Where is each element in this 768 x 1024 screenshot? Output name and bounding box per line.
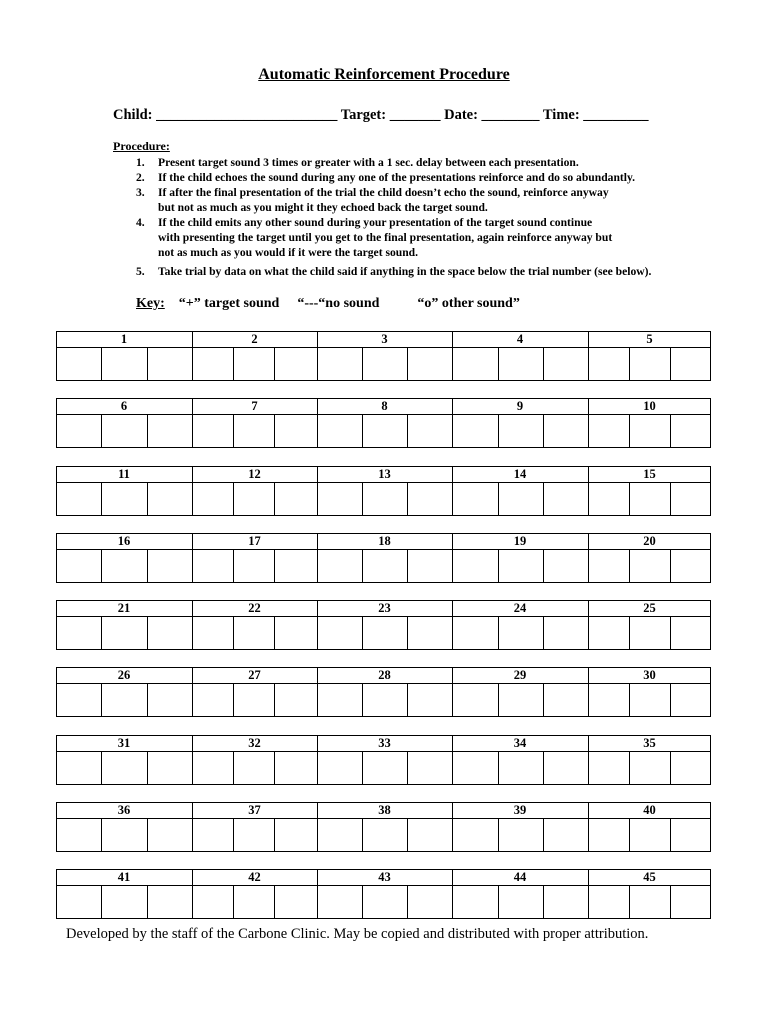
response-cell[interactable]: [317, 414, 362, 448]
trial-number: 21: [117, 601, 131, 615]
response-cell[interactable]: [543, 347, 588, 381]
trial-number: 16: [117, 534, 131, 548]
procedure-step: [136, 264, 718, 279]
response-cell[interactable]: [498, 885, 543, 919]
trial-number: 37: [248, 803, 261, 817]
response-cell[interactable]: [543, 818, 588, 852]
key-no-sound: “---“no sound: [297, 296, 380, 311]
page-title: Automatic Reinforcement Procedure: [258, 66, 510, 83]
response-cell[interactable]: [588, 616, 629, 650]
response-cell[interactable]: [407, 482, 452, 516]
response-cell[interactable]: [670, 751, 711, 785]
trial-number: 27: [248, 668, 261, 682]
response-cell[interactable]: [233, 751, 274, 785]
trial-number: 13: [378, 467, 391, 481]
response-cell[interactable]: [670, 414, 711, 448]
response-cell[interactable]: [452, 885, 498, 919]
response-cell[interactable]: [192, 751, 233, 785]
response-cell[interactable]: [362, 818, 407, 852]
response-cell[interactable]: [629, 347, 670, 381]
response-cell[interactable]: [101, 751, 147, 785]
response-cell[interactable]: [147, 885, 192, 919]
trial-number: 1: [120, 332, 128, 346]
trial-number: 39: [513, 803, 527, 817]
response-cell[interactable]: [362, 683, 407, 717]
procedure-step: [136, 185, 718, 215]
trial-grid: [56, 533, 711, 583]
step-number: 1.: [136, 156, 145, 169]
trial-number: 30: [643, 668, 656, 682]
response-cell[interactable]: [588, 549, 629, 583]
procedure-step: [136, 215, 718, 260]
response-cell[interactable]: [274, 482, 317, 516]
response-cell[interactable]: [233, 683, 274, 717]
response-cell[interactable]: [362, 885, 407, 919]
response-cell[interactable]: [147, 414, 192, 448]
response-cell[interactable]: [670, 482, 711, 516]
response-cell[interactable]: [452, 347, 498, 381]
response-cell[interactable]: [629, 818, 670, 852]
response-cell[interactable]: [629, 885, 670, 919]
response-cell[interactable]: [670, 616, 711, 650]
response-cell[interactable]: [362, 482, 407, 516]
trial-number: 38: [378, 803, 391, 817]
step-text: with presenting the target until you get to the final presentation, again reinforce anyway but: [158, 231, 613, 244]
response-cell[interactable]: [498, 549, 543, 583]
response-cell[interactable]: [629, 482, 670, 516]
step-text: Take trial by data on what the child said if anything in the space below the trial number (see below).: [158, 265, 652, 278]
response-cell[interactable]: [498, 818, 543, 852]
response-cell[interactable]: [407, 818, 452, 852]
response-cell[interactable]: [407, 616, 452, 650]
response-cell[interactable]: [407, 751, 452, 785]
key-target-sound: “+” target sound: [178, 296, 280, 311]
trial-number: 35: [643, 736, 656, 750]
response-cell[interactable]: [543, 751, 588, 785]
response-cell[interactable]: [588, 683, 629, 717]
footer-attribution: Developed by the staff of the Carbone Clinic. May be copied and distributed with proper attribution.: [66, 926, 649, 942]
response-cell[interactable]: [101, 482, 147, 516]
response-cell[interactable]: [274, 616, 317, 650]
step-text: If the child echoes the sound during any one of the presentations reinforce and do so abundantly.: [158, 171, 636, 184]
response-cell[interactable]: [452, 683, 498, 717]
step-text: not as much as you would if it were the target sound.: [158, 246, 419, 259]
response-cell[interactable]: [452, 482, 498, 516]
response-cell[interactable]: [56, 885, 101, 919]
step-text: If after the final presentation of the trial the child doesn’t echo the sound, reinforce anyway: [158, 186, 609, 199]
response-cell[interactable]: [317, 683, 362, 717]
response-cell[interactable]: [233, 347, 274, 381]
response-cell[interactable]: [317, 885, 362, 919]
trial-number: 10: [643, 399, 656, 413]
response-cell[interactable]: [543, 616, 588, 650]
response-cell[interactable]: [192, 683, 233, 717]
response-cell[interactable]: [670, 549, 711, 583]
response-cell[interactable]: [56, 414, 101, 448]
step-number: 4.: [136, 216, 145, 229]
trial-number: 7: [251, 399, 258, 413]
response-cell[interactable]: [588, 414, 629, 448]
trial-number: 12: [248, 467, 261, 481]
response-cell[interactable]: [452, 616, 498, 650]
response-cell[interactable]: [317, 751, 362, 785]
trial-number: 36: [117, 803, 131, 817]
key-other-sound: “o” other sound”: [417, 296, 520, 311]
response-cell[interactable]: [670, 818, 711, 852]
header-fields: Child: _________________________ Target: _______ Date: ________ Time: _________: [113, 107, 649, 123]
response-cell[interactable]: [274, 414, 317, 448]
response-cell[interactable]: [101, 616, 147, 650]
response-cell[interactable]: [192, 818, 233, 852]
trial-number: 31: [117, 736, 131, 750]
response-cell[interactable]: [317, 482, 362, 516]
trial-number: 33: [378, 736, 391, 750]
response-cell[interactable]: [147, 482, 192, 516]
response-cell[interactable]: [56, 616, 101, 650]
trial-number: 26: [117, 668, 131, 682]
response-cell[interactable]: [498, 414, 543, 448]
trial-number: 19: [513, 534, 527, 548]
response-cell[interactable]: [101, 683, 147, 717]
response-cell[interactable]: [670, 683, 711, 717]
trial-grid: [56, 802, 711, 852]
response-cell[interactable]: [274, 751, 317, 785]
response-cell[interactable]: [192, 885, 233, 919]
trial-number: 44: [513, 870, 527, 884]
trial-number: 3: [381, 332, 388, 346]
procedure-step: [136, 170, 718, 185]
response-cell[interactable]: [192, 549, 233, 583]
response-cell[interactable]: [629, 751, 670, 785]
trial-number: 24: [513, 601, 527, 615]
response-cell[interactable]: [56, 683, 101, 717]
step-number: 3.: [136, 186, 145, 199]
response-cell[interactable]: [233, 818, 274, 852]
response-cell[interactable]: [56, 482, 101, 516]
response-cell[interactable]: [362, 616, 407, 650]
step-text: If the child emits any other sound during your presentation of the target sound continue: [158, 216, 593, 229]
key-legend: [136, 296, 520, 312]
trial-number: 9: [516, 399, 524, 413]
response-cell[interactable]: [588, 347, 629, 381]
response-cell[interactable]: [543, 414, 588, 448]
response-cell[interactable]: [192, 414, 233, 448]
trial-number: 23: [378, 601, 391, 615]
response-cell[interactable]: [274, 818, 317, 852]
trial-number: 5: [646, 332, 653, 346]
trial-number: 2: [251, 332, 258, 346]
response-cell[interactable]: [147, 683, 192, 717]
key-label: Key:: [136, 296, 165, 311]
response-cell[interactable]: [407, 885, 452, 919]
trial-number: 40: [643, 803, 656, 817]
trial-grid: [56, 735, 711, 785]
step-number: 2.: [136, 171, 145, 184]
trial-number: 43: [378, 870, 391, 884]
response-cell[interactable]: [452, 818, 498, 852]
response-cell[interactable]: [407, 414, 452, 448]
response-cell[interactable]: [452, 549, 498, 583]
response-cell[interactable]: [452, 751, 498, 785]
response-cell[interactable]: [56, 549, 101, 583]
response-cell[interactable]: [147, 818, 192, 852]
trial-number: 32: [248, 736, 261, 750]
response-cell[interactable]: [670, 885, 711, 919]
response-cell[interactable]: [407, 683, 452, 717]
trial-grid: [56, 466, 711, 516]
response-cell[interactable]: [362, 549, 407, 583]
response-cell[interactable]: [670, 347, 711, 381]
response-cell[interactable]: [147, 549, 192, 583]
trial-number: 8: [381, 399, 388, 413]
response-cell[interactable]: [274, 549, 317, 583]
response-cell[interactable]: [147, 616, 192, 650]
response-cell[interactable]: [147, 347, 192, 381]
response-cell[interactable]: [588, 885, 629, 919]
response-cell[interactable]: [233, 482, 274, 516]
trial-grid: [56, 398, 711, 448]
response-cell[interactable]: [233, 885, 274, 919]
trial-number: 20: [643, 534, 656, 548]
response-cell[interactable]: [233, 616, 274, 650]
response-cell[interactable]: [56, 347, 101, 381]
trial-number: 6: [120, 399, 128, 413]
trial-number: 14: [513, 467, 527, 481]
response-cell[interactable]: [233, 549, 274, 583]
response-cell[interactable]: [362, 414, 407, 448]
response-cell[interactable]: [407, 549, 452, 583]
response-cell[interactable]: [101, 885, 147, 919]
trial-number: 34: [513, 736, 527, 750]
response-cell[interactable]: [317, 818, 362, 852]
trial-grid: [56, 869, 711, 919]
response-cell[interactable]: [543, 885, 588, 919]
response-cell[interactable]: [629, 549, 670, 583]
response-cell[interactable]: [498, 616, 543, 650]
response-cell[interactable]: [498, 347, 543, 381]
response-cell[interactable]: [629, 414, 670, 448]
step-number: 5.: [136, 265, 145, 278]
trial-grid: [56, 600, 711, 650]
response-cell[interactable]: [192, 616, 233, 650]
response-cell[interactable]: [274, 347, 317, 381]
response-cell[interactable]: [407, 347, 452, 381]
trial-number: 25: [643, 601, 656, 615]
response-cell[interactable]: [498, 751, 543, 785]
response-cell[interactable]: [317, 549, 362, 583]
trial-number: 41: [117, 870, 131, 884]
response-cell[interactable]: [362, 751, 407, 785]
response-cell[interactable]: [629, 616, 670, 650]
response-cell[interactable]: [452, 414, 498, 448]
response-cell[interactable]: [588, 818, 629, 852]
response-cell[interactable]: [274, 683, 317, 717]
response-cell[interactable]: [147, 751, 192, 785]
trial-grid: [56, 667, 711, 717]
response-cell[interactable]: [362, 347, 407, 381]
trial-number: 22: [248, 601, 261, 615]
response-cell[interactable]: [56, 818, 101, 852]
step-text: but not as much as you might it they echoed back the target sound.: [158, 201, 488, 214]
response-cell[interactable]: [629, 683, 670, 717]
trial-grid: [56, 331, 711, 381]
trial-number: 17: [248, 534, 261, 548]
response-cell[interactable]: [588, 482, 629, 516]
procedure-steps: [136, 155, 718, 279]
response-cell[interactable]: [543, 482, 588, 516]
trial-number: 29: [513, 668, 527, 682]
response-cell[interactable]: [317, 616, 362, 650]
response-cell[interactable]: [101, 347, 147, 381]
procedure-step: [136, 155, 718, 170]
response-cell[interactable]: [498, 482, 543, 516]
trial-number: 4: [516, 332, 524, 346]
response-cell[interactable]: [588, 751, 629, 785]
response-cell[interactable]: [274, 885, 317, 919]
response-cell[interactable]: [56, 751, 101, 785]
response-cell[interactable]: [192, 482, 233, 516]
trial-number: 11: [118, 467, 130, 481]
response-cell[interactable]: [101, 414, 147, 448]
procedure-heading: Procedure:: [113, 139, 170, 153]
response-cell[interactable]: [543, 549, 588, 583]
response-cell[interactable]: [498, 683, 543, 717]
trial-number: 15: [643, 467, 656, 481]
trial-number: 45: [643, 870, 656, 884]
step-text: Present target sound 3 times or greater with a 1 sec. delay between each presentation.: [158, 156, 579, 169]
trial-number: 18: [378, 534, 391, 548]
response-cell[interactable]: [543, 683, 588, 717]
response-cell[interactable]: [317, 347, 362, 381]
response-cell[interactable]: [101, 818, 147, 852]
response-cell[interactable]: [233, 414, 274, 448]
trial-number: 42: [248, 870, 261, 884]
trial-number: 28: [378, 668, 391, 682]
response-cell[interactable]: [192, 347, 233, 381]
response-cell[interactable]: [101, 549, 147, 583]
